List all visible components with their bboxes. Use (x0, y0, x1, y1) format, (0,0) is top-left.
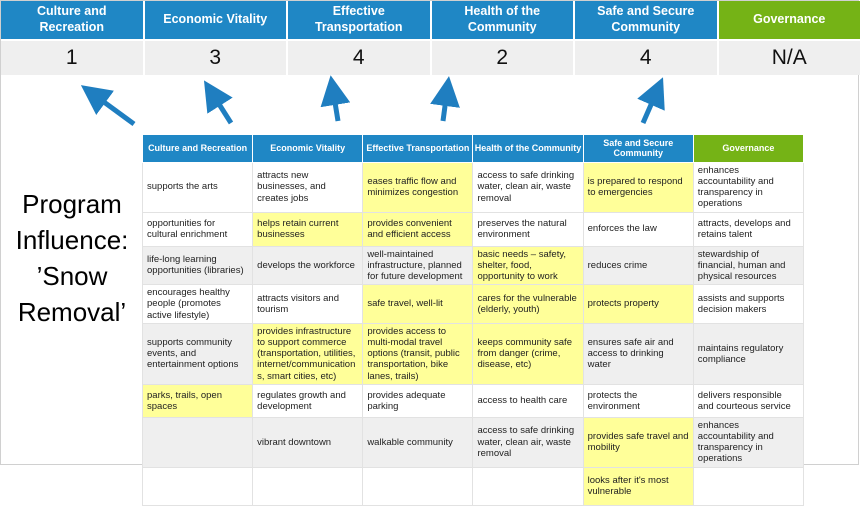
table-row (143, 212, 804, 246)
matrix-cell: attracts, develops and retains talent (693, 212, 803, 246)
matrix-cell: preserves the natural environment (473, 212, 583, 246)
matrix-cell: assists and supports decision makers (693, 285, 803, 324)
priority-score: 4 (575, 41, 717, 75)
matrix-cell: access to health care (473, 384, 583, 417)
matrix-cell: supports the arts (143, 162, 253, 212)
matrix-cell: eases traffic flow and minimizes congestion (363, 162, 473, 212)
matrix-head (143, 135, 804, 163)
table-row (143, 384, 804, 417)
matrix-cell: basic needs – safety, shelter, food, opportunity to work (473, 246, 583, 285)
matrix-cell: protects the environment (583, 384, 693, 417)
table-row (143, 417, 804, 467)
arrow-up-icon (643, 91, 657, 123)
matrix-cell: enforces the law (583, 212, 693, 246)
influence-matrix (142, 134, 804, 506)
matrix-cell: cares for the vulnerable (elderly, youth) (473, 285, 583, 324)
priority-header: Governance (719, 1, 860, 41)
matrix-header: Health of the Community (473, 135, 583, 163)
matrix-cell: ensures safe air and access to drinking water (583, 323, 693, 384)
matrix-cell (143, 417, 253, 467)
priority-score: 1 (1, 41, 143, 75)
matrix-cell: life-long learning opportunities (libraries) (143, 246, 253, 285)
matrix-cell: opportunities for cultural enrichment (143, 212, 253, 246)
matrix-cell: walkable community (363, 417, 473, 467)
table-row (143, 467, 804, 505)
matrix-cell: attracts visitors and tourism (253, 285, 363, 324)
arrow-up-icon (212, 93, 231, 123)
priority-col-safe (575, 1, 719, 75)
matrix-cell (473, 467, 583, 505)
matrix-cell: vibrant downtown (253, 417, 363, 467)
matrix-cell: provides convenient and efficient access (363, 212, 473, 246)
arrow-up-icon (333, 90, 338, 121)
matrix-header: Safe and Secure Community (583, 135, 693, 163)
priority-header: Economic Vitality (145, 1, 287, 41)
matrix-cell: encourages healthy people (promotes active lifestyle) (143, 285, 253, 324)
matrix-cell (143, 467, 253, 505)
priority-header: Effective Transportation (288, 1, 430, 41)
priority-score: N/A (719, 41, 860, 75)
matrix-cell: provides adequate parking (363, 384, 473, 417)
matrix-cell: attracts new businesses, and creates jobs (253, 162, 363, 212)
table-row (143, 323, 804, 384)
matrix-cell: provides safe travel and mobility (583, 417, 693, 467)
priority-score: 3 (145, 41, 287, 75)
matrix-cell: protects property (583, 285, 693, 324)
matrix-header: Economic Vitality (253, 135, 363, 163)
priority-col-health (432, 1, 576, 75)
matrix-cell: is prepared to respond to emergencies (583, 162, 693, 212)
matrix-cell: enhances accountability and transparency in operations (693, 162, 803, 212)
matrix-cell: provides infrastructure to support commerce (transportation, utilities, internet/communications, smart cities, etc) (253, 323, 363, 384)
priority-header: Safe and Secure Community (575, 1, 717, 41)
matrix-cell: safe travel, well-lit (363, 285, 473, 324)
matrix-cell: regulates growth and development (253, 384, 363, 417)
matrix-header-row (143, 135, 804, 163)
matrix-cell (253, 467, 363, 505)
matrix-cell: delivers responsible and courteous service (693, 384, 803, 417)
matrix-cell: access to safe drinking water, clean air, waste removal (473, 162, 583, 212)
influence-arrows (1, 79, 860, 137)
arrow-up-icon (443, 91, 447, 121)
matrix-cell (693, 467, 803, 505)
matrix-cell: develops the workforce (253, 246, 363, 285)
arrow-up-icon (93, 94, 134, 124)
priority-score: 4 (288, 41, 430, 75)
priority-col-culture (1, 1, 145, 75)
priority-score: 2 (432, 41, 574, 75)
matrix-body (143, 162, 804, 505)
matrix-cell: keeps community safe from danger (crime, disease, etc) (473, 323, 583, 384)
matrix-cell: stewardship of financial, human and physical resources (693, 246, 803, 285)
table-row (143, 285, 804, 324)
matrix-cell (363, 467, 473, 505)
priority-col-governance (719, 1, 860, 75)
matrix-cell: well-maintained infrastructure, planned for future development (363, 246, 473, 285)
matrix-cell: looks after it's most vulnerable (583, 467, 693, 505)
matrix-cell: supports community events, and entertainment options (143, 323, 253, 384)
matrix-cell: reduces crime (583, 246, 693, 285)
matrix-header: Effective Transportation (363, 135, 473, 163)
table-row (143, 246, 804, 285)
priority-scoreboard (1, 1, 860, 75)
priority-header: Health of the Community (432, 1, 574, 41)
matrix-header: Governance (693, 135, 803, 163)
program-influence-label: Program Influence: ’Snow Removal’ (3, 187, 141, 331)
table-row (143, 162, 804, 212)
matrix-cell: enhances accountability and transparency in operations (693, 417, 803, 467)
matrix-cell: helps retain current businesses (253, 212, 363, 246)
matrix-header: Culture and Recreation (143, 135, 253, 163)
influence-matrix-wrap (142, 134, 804, 506)
priority-header: Culture and Recreation (1, 1, 143, 41)
matrix-cell: access to safe drinking water, clean air, waste removal (473, 417, 583, 467)
matrix-cell: parks, trails, open spaces (143, 384, 253, 417)
matrix-cell: maintains regulatory compliance (693, 323, 803, 384)
matrix-cell: provides access to multi-modal travel options (transit, public transportation, bike lanes, trails) (363, 323, 473, 384)
priority-col-transportation (288, 1, 432, 75)
priority-col-economic (145, 1, 289, 75)
